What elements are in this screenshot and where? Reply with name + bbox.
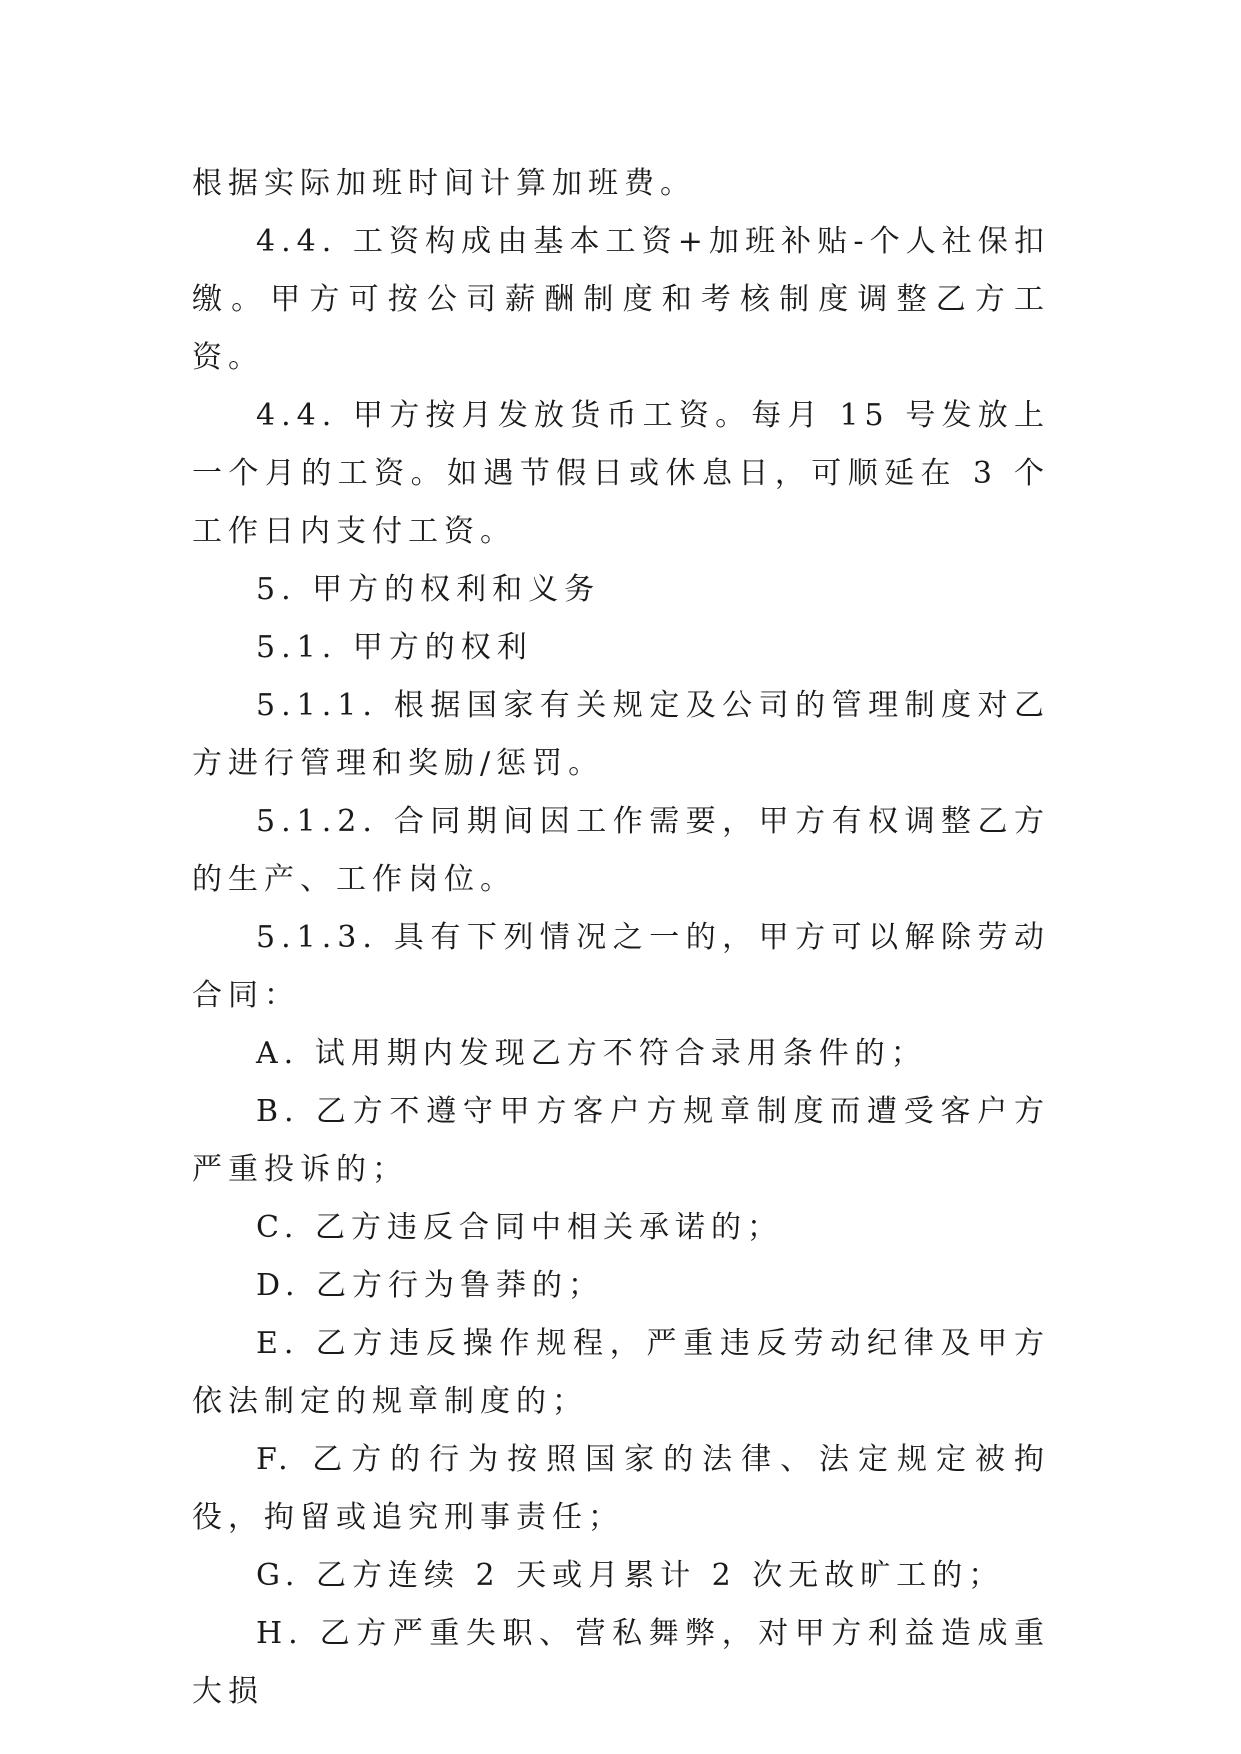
list-item-c: C. 乙方违反合同中相关承诺的； bbox=[256, 1210, 783, 1245]
paragraph-4-4-salary-structure: 4.4. 工资构成由基本工资+加班补贴-个人社保扣缴。甲方可按公司薪酬制度和考核制度调整乙方工资。 bbox=[192, 224, 1050, 375]
list-item-a: A. 试用期内发现乙方不符合录用条件的； bbox=[256, 1036, 927, 1071]
paragraph-4-4-salary-payment: 4.4. 甲方按月发放货币工资。每月 15 号发放上一个月的工资。如遇节假日或休息日，可顺延在 3 个工作日内支付工资。 bbox=[192, 398, 1050, 549]
list-item-f: F. 乙方的行为按照国家的法律、法定规定被拘役，拘留或追究刑事责任； bbox=[192, 1442, 1050, 1535]
list-item-g: G. 乙方连续 2 天或月累计 2 次无故旷工的； bbox=[256, 1558, 1005, 1593]
list-item-h: H. 乙方严重失职、营私舞弊，对甲方利益造成重大损 bbox=[192, 1616, 1050, 1709]
heading-5-rights-obligations: 5. 甲方的权利和义务 bbox=[256, 572, 601, 607]
heading-5-1-rights: 5.1. 甲方的权利 bbox=[256, 630, 533, 665]
paragraph-5-1-1: 5.1.1. 根据国家有关规定及公司的管理制度对乙方进行管理和奖励/惩罚。 bbox=[192, 688, 1050, 781]
list-item-b: B. 乙方不遵守甲方客户方规章制度而遭受客户方严重投诉的； bbox=[192, 1094, 1050, 1187]
paragraph-5-1-2: 5.1.2. 合同期间因工作需要，甲方有权调整乙方的生产、工作岗位。 bbox=[192, 804, 1050, 897]
paragraph-overtime-continuation: 根据实际加班时间计算加班费。 bbox=[192, 166, 696, 201]
list-item-e: E. 乙方违反操作规程，严重违反劳动纪律及甲方依法制定的规章制度的； bbox=[192, 1326, 1050, 1419]
list-item-d: D. 乙方行为鲁莽的； bbox=[256, 1268, 605, 1303]
paragraph-5-1-3: 5.1.3. 具有下列情况之一的，甲方可以解除劳动合同： bbox=[192, 920, 1050, 1013]
document-body bbox=[192, 155, 1050, 1721]
